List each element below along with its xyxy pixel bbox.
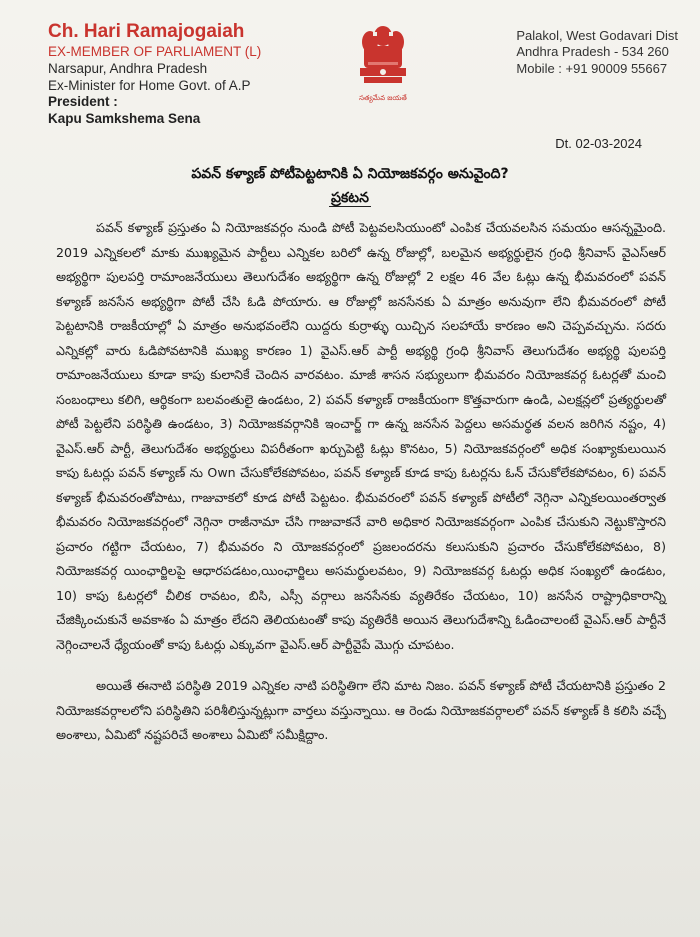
emblem-motto: సత్యమేవ జయతే xyxy=(359,94,407,102)
sender-organization: Kapu Samkshema Sena xyxy=(48,111,201,127)
address-line-2: Andhra Pradesh - 534 260 xyxy=(516,44,669,60)
sender-name: Ch. Hari Ramajogaiah xyxy=(48,21,245,42)
sender-title: EX-MEMBER OF PARLIAMENT (L) xyxy=(48,43,262,59)
letter-title: పవన్ కళ్యాణ్ పోటీపెట్టటానికి ఏ నియోజకవర్గం అనువైంది? xyxy=(191,166,509,182)
national-emblem-icon xyxy=(352,22,414,106)
body-paragraph: అయితే ఈనాటి పరిస్థితి 2019 ఎన్నికల నాటి పరిస్థితిగా లేని మాట నిజం. పవన్ కళ్యాణ్ పోటీ చేయటానికి ప్రస్తుతం 2 నియోజకవర్గాలలోని పరిస్థితిని పరిశీలిస్తున్నట్లుగా వార్తలు వస్తున్నాయి. ఆ రెండు నియోజకవర్గాలలో పవన్ కళ్యాణ్ కి కలిసి వచ్చే అంశాలు, ఏమిటో నష్టపరిచే అంశాలు ఏమిటో సమీక్షిద్దాం. xyxy=(56,678,666,742)
sender-ex-minister: Ex-Minister for Home Govt. of A.P xyxy=(48,77,251,93)
address-line-1: Palakol, West Godavari Dist xyxy=(516,28,678,43)
letter-body xyxy=(56,216,666,748)
sender-president-label: President : xyxy=(48,94,118,110)
body-paragraph: పవన్ కళ్యాణ్ ప్రస్తుతం ఏ నియోజకవర్గం నుండి పోటీ పెట్టవలసియుంటో ఎంపిక చేయవలసిన సమయం ఆసన్నమైంది. 2019 ఎన్నికలలో మాకు ముఖ్యమైన పార్టీలు ఎన్నికల బరిలో ఉన్న రోజుల్లో, బలమైన అభ్యర్థులైన గ్రంధి శ్రీనివాస్ వైఎస్ఆర్ అభ్యర్థిగా పులపర్తి రామాంజనేయులు తెలుగుదేశం అభ్యర్థిగా ఉన్న రోజుల్లో 2 లక్షల 46 వేల ఓట్లు ఉన్న భీమవరంలో పవన్ కళ్యాణ్ జనసేన అభ్యర్థిగా పోటీ చేసి ఓడి పోయారు. ఆ రోజుల్లో జనసేనకు ఏ మాత్రం అనువుగా లేని భీమవరంలో పోటీ పెట్టటానికి రాజకీయాల్లో ఏ మాత్రం అనుభవంలేని యిద్దరు కుర్రాళ్ళు యిచ్చిన సలహాయే కారణం అని చెప్పవచ్చును. సదరు ఎన్నికల్లో వారు ఓడిపోవటానికి ముఖ్య కారణం 1) వైఎస్.ఆర్ పార్టీ అభ్యర్థి గ్రంధి శ్రీనివాస్ తెలుగుదేశం అభ్యర్థి పులపర్తి రామాంజనేయులు కూడా కాపు కులానికే చెందిన వారవటం. మాజీ శాసన సభ్యులుగా భీమవరం నియోజకవర్గ ఓటర్లతో మంచి సంబంధాలు కలిగి, ఆర్థికంగా బలవంతులై ఉండటం, 2) పవన్ కళ్యాణ్ రాజకీయంగా కొత్తవారుగా ఉండి, ఎలక్షన్లలో ప్రత్యర్థులతో పోటీ పెట్టలేని పరిస్థితి ఉండటం, 3) నియోజకవర్గానికి ఇంచార్జ్ గా ఉన్న జనసేన పెద్దలు అసమర్థత వలన జరిగిన నష్టం, 4) వైఎస్.ఆర్ పార్టీ, తెలుగుదేశం అభ్యర్థులు విపరీతంగా ఖర్చుపెట్టి ఓట్లు కొనటం, 5) నియోజకవర్గంలో అధిక సంఖ్యాకులుయిన కాపు ఓటర్లు పవన్ కళ్యాణ్ ను Own చేసుకోలేకపోవటం, పవన్ కళ్యాణ్ కూడ కాపు ఓటర్లను ఓన్ చేసుకోలేకపోవటం, 6) పవన్ కళ్యాణ్ భీమవరంతోపాటు, గాజువాకలో కూడ పోటీ పెట్టటం. భీమవరంలో పవన్ కళ్యాణ్ పోటీలో నెగ్గినా ఎన్నికలయింతర్వాత భీమవరం నియోజకవర్గంలో నెగ్గినా రాజీనామా చేసి గాజువాకనే వారి అధికార నియోజకవర్గంగా ఎంపిక చేసుకుని నెట్టుకొస్తారని ప్రచారం గట్టిగా చేయటం, 7) భీమవరం ని యోజకవర్గంలో ప్రజలందరను కలుసుకుని ప్రచారం చేసుకోలేకపోవటం, 8) నియోజకవర్గ యింఛార్జిలపై ఆధారపడటం,యింఛార్జిలు అసమర్థులవటం, 9) నియోజకవర్గ ఓటర్లు అధిక సంఖ్యలో ఉండటం, 10) కాపు ఓటర్లలో చీలిక రావటం, బిసి, ఎస్సీ వర్గాలు జనసేనకు వ్యతిరేకం చేయటం, 10) జనసేన రాష్ట్రాధికారాన్ని చేజిక్కించుకునే అవకాశం ఏ మాత్రం లేదని తెలియటంతో కాపు వ్యతిరేకి అయిన తెలుగుదేశాన్ని ఓడించాలంటే వైఎస్.ఆర్ పార్టీనే నెగ్గించాలనే ధ్యేయంతో కాపు ఓటర్లు ఎక్కువగా వైఎస్.ఆర్ పార్టీవైపే మొగ్గు చూపటం. xyxy=(56,220,666,652)
mobile-number: Mobile : +91 90009 55667 xyxy=(516,60,668,76)
letterhead-right xyxy=(516,28,678,77)
letter-subtitle xyxy=(0,190,700,209)
letterhead-left xyxy=(48,20,261,128)
letter-date: Dt. 02-03-2024 xyxy=(555,136,642,151)
subtitle-text: ప్రకటన xyxy=(331,190,369,206)
sender-place: Narsapur, Andhra Pradesh xyxy=(48,60,208,76)
